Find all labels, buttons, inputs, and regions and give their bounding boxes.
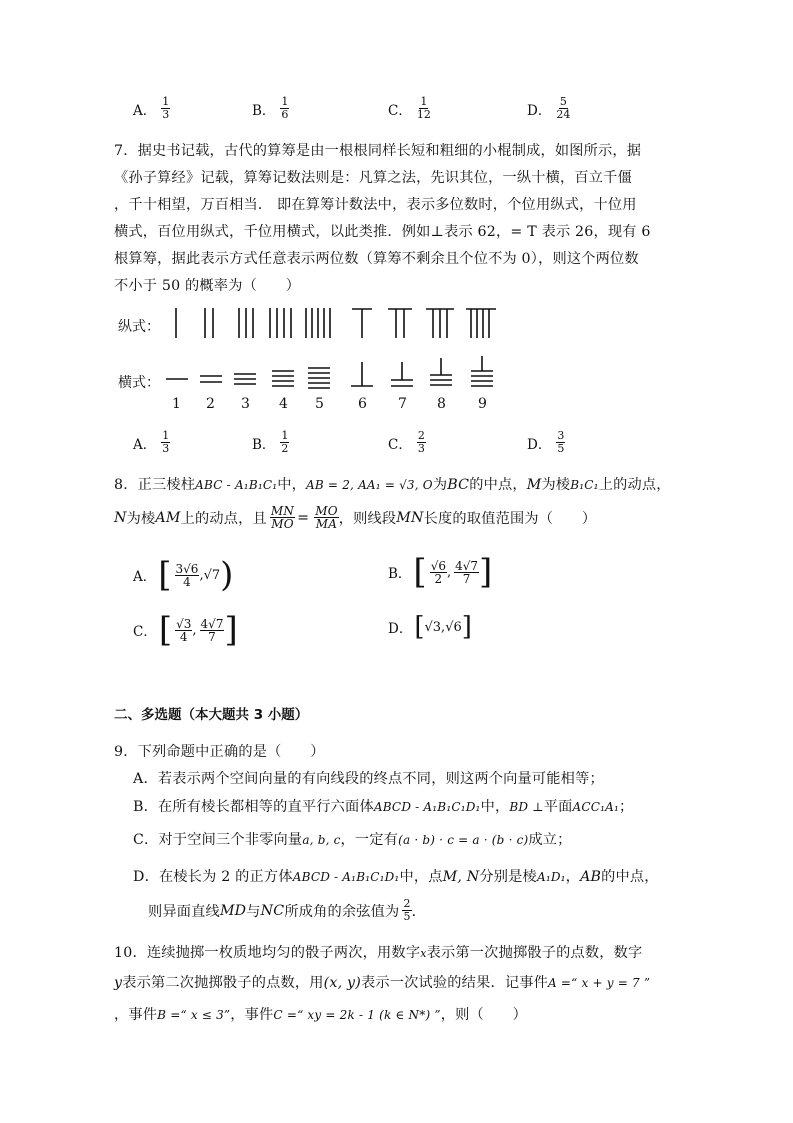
interval: [ √3 , √6 ] — [414, 612, 472, 642]
fraction: $\frac{√3}{4}$ — [176, 616, 192, 644]
vertical-rod-5 — [306, 308, 330, 338]
fraction: $\frac{3}{5}$ — [557, 429, 565, 455]
bracket-right: ] — [461, 612, 472, 642]
fraction: $\frac{2}{3}$ — [417, 429, 425, 455]
q9-option-b: B．在所有棱长都相等的直平行六面体ABCD - A₁B₁C₁D₁中，BD ⊥平面ACC₁A₁； — [133, 799, 634, 815]
fraction: $\frac{1}{3}$ — [162, 95, 170, 121]
vertical-rod-9 — [466, 309, 496, 338]
fraction: $\frac{5}{24}$ — [556, 95, 571, 121]
digit-label: 6 — [358, 396, 367, 412]
bracket-left: [ — [413, 552, 427, 592]
q8-line-1: 8．正三棱柱ABC - A₁B₁C₁中，AB = 2, AA₁ = √3, O为BC的中点，M为棱B₁C₁上的动点， — [114, 477, 671, 493]
q9-stem: 9．下列命题中正确的是（ ） — [114, 744, 325, 760]
fraction-mn-mo: $\frac{MN}{MO}$ — [270, 504, 295, 531]
horizontal-rod-8 — [430, 358, 452, 385]
q8-option-a: A． [ $\frac{3√6}{4}$ , √7 ) — [133, 555, 234, 595]
vertical-rod-4 — [270, 308, 291, 338]
fraction: $\frac{√6}{2}$ — [430, 558, 446, 586]
fraction: $\frac{4√7}{7}$ — [455, 558, 479, 586]
fraction-mo-ma: $\frac{MO}{MA}$ — [315, 504, 338, 531]
horizontal-rod-3 — [234, 374, 256, 384]
horizontal-rod-2 — [200, 376, 222, 382]
digit-label: 5 — [315, 396, 324, 412]
digit-label: 1 — [172, 396, 181, 412]
fraction: $\frac{1}{12}$ — [416, 95, 431, 121]
q7-option-b: B． $\frac{1}{2}$ — [252, 429, 289, 455]
fraction: $\frac{1}{2}$ — [281, 429, 289, 455]
digit-label: 3 — [241, 396, 250, 412]
q8-option-c: C． [ $\frac{√3}{4}$ , $\frac{4√7}{7}$ ] — [133, 610, 238, 650]
vertical-rod-3 — [239, 308, 253, 338]
bracket-left: [ — [158, 555, 172, 595]
horizontal-rod-9 — [471, 356, 493, 386]
bracket-left: [ — [158, 610, 173, 650]
digit-label: 8 — [437, 396, 446, 412]
horizontal-rod-4 — [272, 371, 294, 386]
q9-option-d-cont: 则异面直线 MD 与 NC 所成角的余弦值为 $\frac{2}{5}$ ． — [148, 897, 427, 923]
q8-option-d: D． [ √3 , √6 ] — [388, 612, 472, 642]
digit-label: 4 — [279, 396, 288, 412]
q7-line-5: 根算筹，据此表示方式任意表示两位数（算筹不剩余且个位不为 0），则这个两位数 — [114, 251, 639, 267]
q7-option-a: A． $\frac{1}{3}$ — [133, 429, 170, 455]
fraction: $\frac{4√7}{7}$ — [200, 616, 224, 644]
interval: [ $\frac{3√6}{4}$ , √7 ) — [158, 555, 234, 595]
horizontal-label: 横式： — [118, 375, 160, 391]
horizontal-rod-7 — [391, 362, 413, 386]
q7-option-d: D． $\frac{3}{5}$ — [527, 429, 565, 455]
q10-line-2: y表示第二次抛掷骰子的点数，用(x, y)表示一次试验的结果．记事件A =“ x + y = 7 ” — [114, 975, 651, 991]
vertical-rod-8 — [426, 309, 454, 338]
q9-option-c: C．对于空间三个非零向量a, b, c，一定有(a · b) · c = a · (b · c)成立； — [133, 832, 572, 848]
interval: [ $\frac{√6}{2}$ , $\frac{4√7}{7}$ ] — [413, 552, 493, 592]
q8-option-b: B． [ $\frac{√6}{2}$ , $\frac{4√7}{7}$ ] — [388, 552, 493, 592]
bracket-right: ] — [224, 610, 238, 650]
q6-option-c: C． $\frac{1}{12}$ — [388, 95, 431, 121]
q7-line-6: 不小于 50 的概率为（ ） — [114, 278, 301, 294]
q7-line-1: 7．据史书记载，古代的算筹是由一根根同样长短和粗细的小棍制成，如图所示，据 — [114, 143, 642, 159]
bracket-right: ) — [220, 555, 234, 595]
interval: [ $\frac{√3}{4}$ , $\frac{4√7}{7}$ ] — [158, 610, 238, 650]
q10-line-1: 10．连续抛掷一枚质地均匀的骰子两次，用数字x表示第一次抛掷骰子的点数，数字 — [114, 945, 643, 961]
q7-line-4: 横式，百位用纵式，千位用横式，以此类推．例如⊥表示 62，= T 表示 26，现有 6 — [114, 224, 651, 240]
digit-label: 9 — [478, 396, 487, 412]
horizontal-rod-6 — [351, 362, 373, 386]
digit-label: 7 — [398, 396, 407, 412]
q6-option-b: B． $\frac{1}{6}$ — [252, 95, 289, 121]
vertical-label: 纵式： — [118, 319, 160, 335]
vertical-rod-6 — [352, 309, 372, 338]
q6-option-d: D． $\frac{5}{24}$ — [527, 95, 571, 121]
q7-option-c: C． $\frac{2}{3}$ — [388, 429, 425, 455]
q8-line-2: N 为棱 AM 上的动点，且 $\frac{MN}{MO}$ = $\frac{MO}{MA}$ ，则线段 MN 长度的取值范围为（ ） — [114, 504, 597, 531]
q6-option-a: A． $\frac{1}{3}$ — [133, 95, 170, 121]
q7-line-3: ，千十相望，万百相当． 即在算筹计数法中，表示多位数时，个位用纵式，十位用 — [114, 197, 637, 213]
bracket-right: ] — [479, 552, 493, 592]
bracket-left: [ — [414, 612, 425, 642]
q7-line-2: 《孙子算经》记载，算筹记数法则是：凡算之法，先识其位，一纵十横，百立千僵 — [114, 170, 632, 186]
vertical-rod-2 — [205, 308, 213, 338]
q10-line-3: ，事件B =“ x ≤ 3”，事件C =“ xy = 2k - 1 (k ∈ N*) ”，则（ ） — [114, 1007, 528, 1023]
fraction: $\frac{1}{6}$ — [281, 95, 289, 121]
q9-option-a: A．若表示两个空间向量的有向线段的终点不同，则这两个向量可能相等； — [133, 771, 604, 787]
fraction: $\frac{1}{3}$ — [162, 429, 170, 455]
fraction: $\frac{3√6}{4}$ — [175, 561, 199, 589]
horizontal-rod-5 — [308, 368, 330, 388]
vertical-rod-7 — [388, 309, 412, 338]
q9-option-d: D．在棱长为 2 的正方体ABCD - A₁B₁C₁D₁中，点M, N分别是棱A₁D₁，AB的中点， — [133, 869, 659, 885]
fraction: $\frac{2}{5}$ — [403, 897, 411, 923]
section-title: 二、多选题（本大题共 3 小题） — [114, 707, 309, 723]
digit-label: 2 — [206, 396, 215, 412]
